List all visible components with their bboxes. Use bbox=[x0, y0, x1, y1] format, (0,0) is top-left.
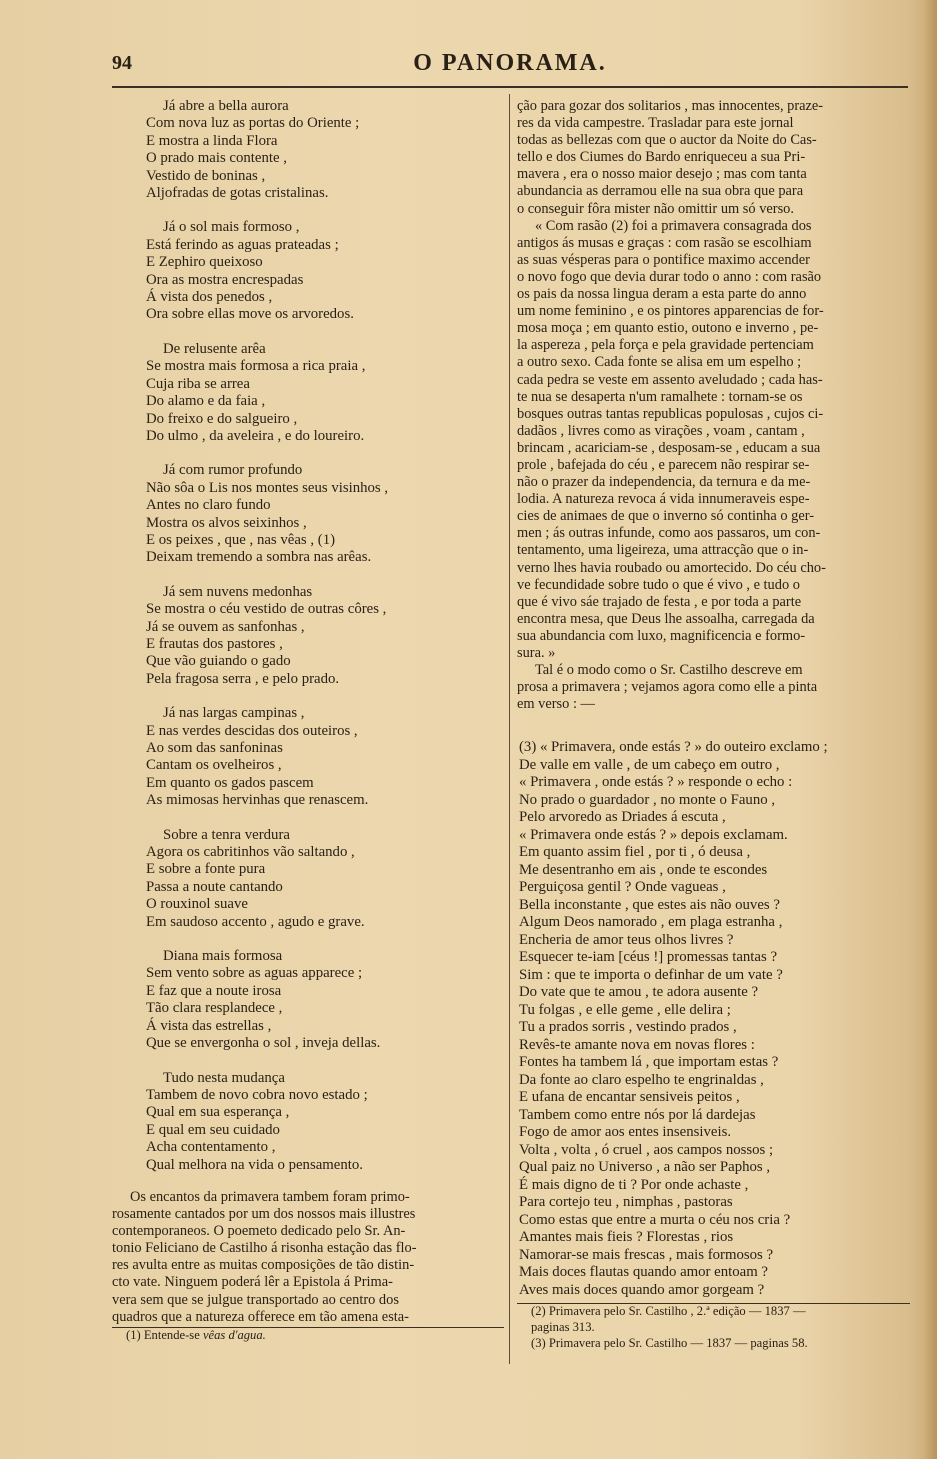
verse-line: Amantes mais fieis ? Florestas , rios bbox=[519, 1229, 734, 1246]
left-prose bbox=[112, 1189, 504, 1326]
verse-line: As mimosas hervinhas que renascem. bbox=[146, 792, 369, 809]
footnote-1 bbox=[112, 1328, 504, 1344]
prose-line: mavera , era o nosso maior desejo ; mas com tanta bbox=[517, 166, 807, 183]
verse-line: Antes no claro fundo bbox=[146, 497, 271, 514]
verse-line: Não sôa o Lis nos montes seus visinhos , bbox=[146, 479, 389, 496]
running-title: O PANORAMA. bbox=[413, 50, 607, 76]
left-column bbox=[112, 98, 504, 1343]
stanza bbox=[112, 948, 504, 1052]
verse-line: Volta , volta , ó cruel , aos campos nossos ; bbox=[519, 1141, 774, 1158]
prose-line: prole , bafejada do céu , e parecem não respirar se- bbox=[517, 456, 810, 473]
prose-line: ve fecundidade sobre tudo o que é vivo , e tudo o bbox=[517, 576, 800, 593]
verse-line: O prado mais contente , bbox=[146, 150, 287, 167]
verse-line: E ufana de encantar sensiveis peitos , bbox=[519, 1089, 740, 1106]
right-footnotes bbox=[517, 1304, 910, 1351]
prose-line: cada pedra se veste em assento aveludado ; cada has- bbox=[517, 371, 823, 388]
prose-line: la aspereza , pela força e pela gravidade pertenciam bbox=[517, 337, 814, 354]
verse-line: Fogo de amor aos entes insensiveis. bbox=[519, 1124, 732, 1141]
verse-line: Esquecer te-iam [céus !] promessas tantas ? bbox=[519, 949, 778, 966]
verse-line: Do freixo e do salgueiro , bbox=[146, 410, 298, 427]
verse-line: « Primavera onde estás ? » depois exclamam. bbox=[519, 826, 788, 843]
page-edge bbox=[923, 0, 937, 1459]
prose-line: o conseguir fôra mister não omittir um só verso. bbox=[517, 200, 794, 217]
verse-line: E os peixes , que , nas vêas , (1) bbox=[146, 531, 336, 548]
verse-line: Ao som das sanfoninas bbox=[146, 740, 283, 756]
verse-line: E qual em seu cuidado bbox=[146, 1121, 280, 1138]
verse-line: Já se ouvem as sanfonhas , bbox=[146, 618, 305, 635]
verse-line: (3) « Primavera, onde estás ? » do outeiro exclamo ; bbox=[519, 739, 828, 756]
verse-line: E frautas dos pastores , bbox=[146, 635, 283, 652]
verse-line: Sobre a tenra verdura bbox=[163, 826, 290, 843]
prose-line: cto vate. Ninguem poderá lêr a Epistola á Prima- bbox=[112, 1274, 393, 1291]
verse-line: No prado o guardador , no monte o Fauno , bbox=[519, 791, 776, 808]
verse-line: Ora as mostra encrespadas bbox=[146, 271, 304, 288]
verse-line: E nas verdes descidas dos outeiros , bbox=[146, 722, 358, 739]
prose-line: vera sem que se julgue transportado ao centro dos bbox=[112, 1291, 399, 1308]
verse-line: Tambem como entre nós por lá dardejas bbox=[519, 1106, 756, 1123]
verse-line: De relusente arêa bbox=[163, 340, 266, 357]
verse-line: Qual em sua esperança , bbox=[146, 1104, 290, 1121]
verse-line: Vestido de boninas , bbox=[146, 167, 266, 184]
verse-line: Está ferindo as aguas prateadas ; bbox=[146, 236, 339, 253]
stanza bbox=[112, 98, 504, 202]
stanza bbox=[112, 462, 504, 566]
verse-line: Agora os cabritinhos vão saltando , bbox=[146, 844, 355, 861]
verse-line: Cuja riba se arrea bbox=[146, 375, 250, 392]
verse-line: Mais doces flautas quando amor entoam ? bbox=[519, 1264, 769, 1281]
prose-line: os pais da nossa lingua deram a esta parte do anno bbox=[517, 286, 807, 303]
verse-line: Tu folgas , e elle geme , elle delira ; bbox=[519, 1001, 731, 1018]
prose-line: sua abundancia com luxo, magnificencia e formo- bbox=[517, 627, 806, 644]
verse-line: E Zephiro queixoso bbox=[146, 254, 263, 271]
prose-line: antigos ás musas e graças : com rasão se escolhiam bbox=[517, 234, 812, 251]
verse-line: Tão clara resplandece , bbox=[146, 1000, 283, 1017]
verse-line: E faz que a noute irosa bbox=[146, 982, 282, 999]
verse-line: Do ulmo , da aveleira , e do loureiro. bbox=[146, 427, 365, 444]
verse-line: Encheria de amor teus olhos livres ? bbox=[519, 931, 734, 948]
page-number: 94 bbox=[112, 52, 132, 74]
prose-line: não o prazer da independencia, da ternura e da me- bbox=[517, 474, 811, 491]
stanza bbox=[112, 827, 504, 931]
prose-line: ção para gozar dos solitarios , mas innocentes, praze- bbox=[517, 98, 824, 114]
prose-line: tonio Feliciano de Castilho á risonha estação das flo- bbox=[112, 1240, 417, 1257]
verse-line: Passa a noute cantando bbox=[146, 878, 283, 895]
footnote-line: (2) Primavera pelo Sr. Castilho , 2.ª edição — 1837 — bbox=[531, 1304, 806, 1319]
verse-line: Revês-te amante nova em novas flores : bbox=[519, 1036, 755, 1053]
verse-line: Fontes ha tambem lá , que importam estas ? bbox=[519, 1054, 779, 1071]
prose-line: « Com rasão (2) foi a primavera consagrada dos bbox=[535, 217, 812, 234]
page-header bbox=[112, 48, 908, 82]
footnote-line: paginas 313. bbox=[531, 1319, 595, 1334]
prose-line: as suas vésperas para o pontifice maximo accender bbox=[517, 251, 810, 268]
footnote-line: (3) Primavera pelo Sr. Castilho — 1837 — paginas 58. bbox=[531, 1335, 808, 1350]
prose-line: quadros que a natureza offerece em tão amena esta- bbox=[112, 1308, 409, 1325]
stanza bbox=[112, 341, 504, 445]
verse-line: Em quanto assim fiel , por ti , ó deusa , bbox=[519, 844, 751, 861]
verse-line: Como estas que entre a murta o céu nos cria ? bbox=[519, 1211, 791, 1228]
right-verse bbox=[517, 739, 910, 1299]
verse-line: Do vate que te amou , te adora ausente ? bbox=[519, 984, 759, 1001]
verse-line: Tu a prados sorris , vestindo prados , bbox=[519, 1019, 737, 1036]
verse-line: Já sem nuvens medonhas bbox=[163, 583, 313, 600]
verse-line: « Primavera , onde estás ? » responde o echo : bbox=[519, 774, 793, 791]
verse-line: Á vista das estrellas , bbox=[146, 1017, 272, 1034]
prose-line: um nome feminino , e os pintores apparencias de for- bbox=[517, 303, 824, 320]
prose-line: brincam , acariciam-se , desposam-se , educam a sua bbox=[517, 439, 821, 456]
verse-line: Se mostra mais formosa a rica praia , bbox=[146, 358, 366, 375]
prose-line: te nua se desaperta n'um ramalhete : tornam-se os bbox=[517, 388, 803, 405]
footnote-1-text: (1) Entende-se bbox=[126, 1327, 203, 1342]
prose-line: men ; ás outras infunde, como aos passaros, um con- bbox=[517, 525, 821, 542]
verse-line: Do alamo e da faia , bbox=[146, 393, 266, 410]
verse-line: Á vista dos penedos , bbox=[146, 289, 273, 306]
prose-line: o novo fogo que devia durar todo o anno : com rasão bbox=[517, 268, 822, 285]
verse-line: Já nas largas campinas , bbox=[163, 705, 305, 722]
verse-line: Se mostra o céu vestido de outras côres , bbox=[146, 601, 387, 618]
prose-line: bosques outras tantas republicas populosas , cujos ci- bbox=[517, 405, 824, 422]
verse-line: Em quanto os gados pascem bbox=[146, 774, 314, 791]
verse-line: Já abre a bella aurora bbox=[163, 98, 289, 114]
verse-line: Bella inconstante , que estes ais não ouves ? bbox=[519, 896, 780, 913]
verse-line: É mais digno de ti ? Por onde achaste , bbox=[519, 1176, 749, 1193]
left-poem bbox=[112, 98, 504, 1174]
verse-line: Qual paiz no Universo , a não ser Paphos , bbox=[519, 1159, 771, 1176]
verse-line: Aves mais doces quando amor gorgeam ? bbox=[519, 1281, 765, 1298]
verse-line: Qual melhora na vida o pensamento. bbox=[146, 1156, 363, 1173]
prose-line: cies de animaes de que o inverno só continha o ger- bbox=[517, 508, 815, 525]
verse-line: Da fonte ao claro espelho te engrinaldas , bbox=[519, 1071, 764, 1088]
header-rule bbox=[112, 86, 908, 88]
prose-line: rosamente cantados por um dos nossos mais illustres bbox=[112, 1206, 416, 1223]
prose-line: verno lhes havia roubado ou amortecido. Do céu cho- bbox=[517, 559, 826, 576]
stanza bbox=[112, 219, 504, 323]
verse-line: Que se envergonha o sol , inveja dellas. bbox=[146, 1035, 381, 1052]
verse-line: Me desentranho em ais , onde te escondes bbox=[519, 861, 768, 878]
verse-line: Que vão guiando o gado bbox=[146, 653, 291, 670]
prose-line: em verso : — bbox=[517, 696, 595, 713]
verse-line: De valle em valle , de um cabeço em outro , bbox=[519, 756, 780, 773]
stanza bbox=[112, 584, 504, 688]
prose-line: res da vida campestre. Trasladar para este jornal bbox=[517, 115, 794, 132]
verse-line: Já com rumor profundo bbox=[163, 462, 303, 479]
verse-line: Tudo nesta mudança bbox=[163, 1069, 285, 1086]
verse-line: Diana mais formosa bbox=[163, 948, 283, 965]
right-column bbox=[517, 98, 910, 1351]
prose-line: abundancia as derramou elle na sua obra que para bbox=[517, 183, 804, 200]
verse-line: Sim : que te importa o definhar de um vate ? bbox=[519, 966, 783, 983]
right-prose-quote bbox=[517, 218, 910, 662]
verse-line: O rouxinol suave bbox=[146, 896, 248, 913]
verse-line: Pela fragosa serra , e pelo prado. bbox=[146, 670, 340, 687]
verse-line: E sobre a fonte pura bbox=[146, 861, 266, 878]
verse-line: Para cortejo teu , nimphas , pastoras bbox=[519, 1194, 733, 1211]
prose-line: Os encantos da primavera tambem foram primo- bbox=[130, 1188, 410, 1205]
prose-line: lodia. A natureza revoca á vida innumeraveis espe- bbox=[517, 491, 810, 508]
verse-line: Deixam tremendo a sombra nas arêas. bbox=[146, 549, 372, 566]
verse-line: Em saudoso accento , agudo e grave. bbox=[146, 913, 365, 930]
prose-line: contemporaneos. O poemeto dedicado pelo Sr. An- bbox=[112, 1223, 406, 1240]
verse-line: Cantam os ovelheiros , bbox=[146, 757, 282, 774]
verse-line: Já o sol mais formoso , bbox=[163, 219, 300, 236]
stanza bbox=[112, 705, 504, 809]
prose-line: a outro sexo. Cada fonte se alisa em um espelho ; bbox=[517, 354, 802, 371]
prose-line: todas as bellezas com que o auctor da Noite do Cas- bbox=[517, 132, 817, 149]
verse-line: Perguiçosa gentil ? Onde vagueas , bbox=[519, 879, 726, 896]
verse-line: Acha contentamento , bbox=[146, 1139, 276, 1156]
prose-line: res avulta entre as muitas composições de tão distin- bbox=[112, 1257, 415, 1274]
column-divider bbox=[509, 94, 510, 1364]
verse-line: Algum Deos namorado , em plaga estranha , bbox=[519, 914, 783, 931]
prose-line: tentamento, uma ligeireza, uma attracção que o in- bbox=[517, 542, 809, 559]
prose-line: tello e dos Ciumes do Bardo enriqueceu a sua Pri- bbox=[517, 149, 806, 166]
right-prose-intro bbox=[517, 98, 910, 218]
prose-line: que é vivo sáe trajado de festa , e por toda a parte bbox=[517, 593, 802, 610]
verse-line: Com nova luz as portas do Oriente ; bbox=[146, 115, 360, 132]
verse-line: Tambem de novo cobra novo estado ; bbox=[146, 1086, 368, 1103]
verse-line: Aljofradas de gotas cristalinas. bbox=[146, 185, 329, 202]
verse-line: Namorar-se mais frescas , mais formosos ? bbox=[519, 1246, 774, 1263]
right-prose-transition bbox=[517, 662, 910, 713]
prose-line: encontra mesa, que Deus lhe assoalha, carregada da bbox=[517, 610, 815, 627]
verse-line: Pelo arvoredo as Driades á escuta , bbox=[519, 809, 726, 826]
prose-line: dadãos , livres como as virações , voam , cantam , bbox=[517, 422, 805, 439]
stanza bbox=[112, 1070, 504, 1174]
prose-line: sura. » bbox=[517, 645, 556, 661]
prose-line: Tal é o modo como o Sr. Castilho descreve em bbox=[535, 662, 803, 679]
prose-line: prosa a primavera ; vejamos agora como elle a pinta bbox=[517, 679, 818, 696]
verse-line: Mostra os alvos seixinhos , bbox=[146, 514, 307, 531]
prose-line: mosa moça ; em quanto estio, outono e inverno , pe- bbox=[517, 320, 819, 337]
verse-line: Ora sobre ellas move os arvoredos. bbox=[146, 306, 354, 323]
footnote-1-italic: vêas d'agua. bbox=[202, 1327, 266, 1342]
verse-line: E mostra a linda Flora bbox=[146, 132, 278, 149]
verse-line: Sem vento sobre as aguas apparece ; bbox=[146, 965, 363, 982]
